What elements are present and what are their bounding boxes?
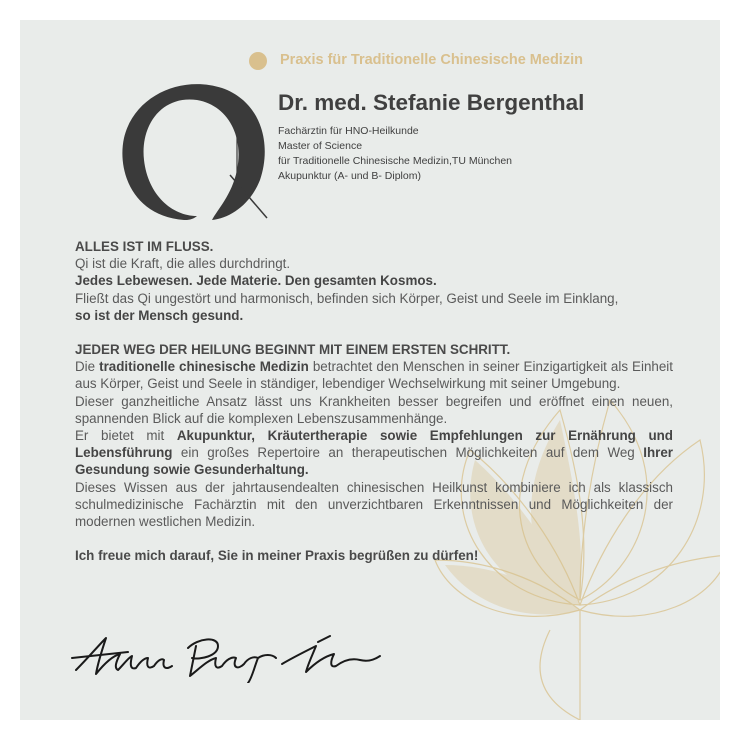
- gold-dot: [249, 52, 267, 70]
- body-text: [75, 238, 673, 564]
- qi-logo: [112, 70, 292, 230]
- paragraph: Dieser ganzheitliche Ansatz lässt uns Krankheiten besser begreifen und eröffnet einen neuen, spannenden Blick auf die komplexen Lebenszusammenhänge.: [75, 393, 673, 426]
- qualification-line: Master of Science: [278, 140, 363, 152]
- section-heading: ALLES IST IM FLUSS.: [75, 239, 214, 254]
- paragraph: Die traditionelle chinesische Medizin betrachtet den Menschen in seiner Einzigartigkeit als Einheit aus Körper, Geist und Seele in ständiger, lebendiger Wechselwirkung mit seiner Umgebung.: [75, 359, 673, 392]
- qualification-line: Fachärztin für HNO-Heilkunde: [278, 125, 419, 137]
- practice-title: Praxis für Traditionelle Chinesische Medizin: [280, 52, 583, 68]
- emphasis: Jedes Lebewesen. Jede Materie. Den gesamten Kosmos.: [75, 273, 437, 289]
- paragraph: Dieses Wissen aus der jahrtausendealten chinesischen Heilkunst kombiniere ich als klassisch schulmedizinische Fachärztin mit den unverzichtbaren Erkenntnissen und Möglichkeiten der modernen westlichen Medizin.: [75, 479, 673, 530]
- qualifications: [278, 124, 512, 184]
- signature: [68, 628, 388, 683]
- doctor-name: Dr. med. Stefanie Bergenthal: [278, 90, 585, 115]
- closing-line: Ich freue mich darauf, Sie in meiner Praxis begrüßen zu dürfen!: [75, 548, 479, 564]
- qualification-line: Akupunktur (A- und B- Diplom): [278, 170, 421, 182]
- paragraph: Er bietet mit Akupunktur, Kräutertherapie sowie Empfehlungen zur Ernährung und Lebensführung ein großes Repertoire an therapeutischen Möglichkeiten auf dem Weg Ihrer Gesundung sowie Gesunderhaltung.: [75, 428, 673, 478]
- paragraph: Fließt das Qi ungestört und harmonisch, befinden sich Körper, Geist und Seele im Einklang,: [75, 290, 619, 306]
- flyer-card: [20, 20, 720, 720]
- section-heading: JEDER WEG DER HEILUNG BEGINNT MIT EINEM ERSTEN SCHRITT.: [75, 342, 511, 358]
- paragraph: Qi ist die Kraft, die alles durchdringt.: [75, 256, 291, 272]
- qualification-line: für Traditionelle Chinesische Medizin,TU München: [278, 155, 513, 167]
- emphasis: so ist der Mensch gesund.: [75, 307, 244, 323]
